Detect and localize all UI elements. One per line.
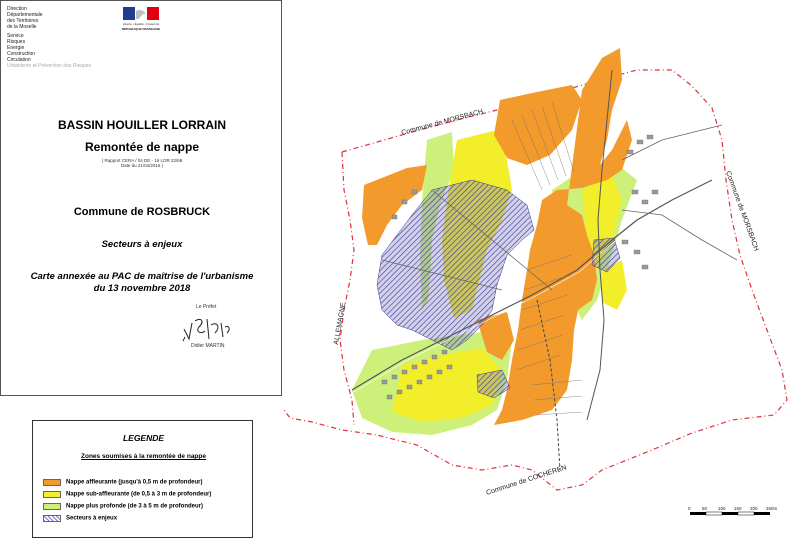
republique-francaise-logo [119,6,163,32]
legend-subtitle: Zones soumises à la remontée de nappe [81,453,206,460]
admin-line: des Territoires [7,18,39,24]
label-commune-morsbach-east: Commune de MORSBACH [724,170,760,253]
label-commune-morsbach-north: Commune de MORSBACH [400,108,485,137]
service-line: Circulation [7,57,31,63]
scale-tick: 100 [718,506,726,511]
service-line: Construction [7,51,36,57]
administration-block [7,6,91,69]
signature-name: Didier MARTIN [191,343,225,349]
legend-item-enjeux [43,515,117,524]
admin-line: de la Moselle [7,24,37,30]
annex-line: Carte annexée au PAC de maîtrise de l'urbanisme [30,271,254,282]
report-reference [1,158,283,168]
annex-title [1,271,283,295]
legend-label: Nappe sub-affleurante (de 0,5 à 3 m de profondeur) [66,491,212,498]
unit-line: Urbanisme et Prévention des Risques [7,63,91,69]
annex-line: du 13 novembre 2018 [93,283,191,294]
report-reference-line: ( Rapport CERA / 04 DE - 16 LOR 22/68 [101,158,183,163]
service-line: Risques [7,39,26,45]
legend-item-affleurante [43,479,202,488]
stakes-title: Secteurs à enjeux [101,239,183,250]
label-commune-cocheren: Commune de COCHEREN [485,464,568,497]
map-legend [32,420,253,538]
signature-scribble [181,309,241,347]
legend-item-profonde [43,503,203,512]
legend-title: LEGENDE [122,433,165,443]
legend-swatch-hatched [43,515,61,522]
commune-title: Commune de ROSBRUCK [73,206,211,218]
legend-label: Nappe plus profonde (de 3 à 5 m de profondeur) [66,503,204,510]
admin-line: Départementale [7,12,43,18]
scale-tick: 0 [688,506,691,511]
legend-swatch [43,491,61,498]
scale-tick: 200 [750,506,758,511]
scale-tick: 150 [734,506,742,511]
flood-risk-map [282,40,800,500]
scale-tick: 50 [702,506,708,511]
map-subtitle: Remontée de nappe [84,140,200,154]
legend-swatch [43,479,61,486]
map-main-title: BASSIN HOUILLER LORRAIN [58,118,226,132]
legend-item-sub-affleurante [43,491,211,500]
admin-line: Direction [7,6,27,12]
label-allemagne: ALLEMAGNE [333,301,348,346]
scale-tick: 250m [766,506,778,511]
logo-name: RÉPUBLIQUE FRANÇAISE [121,27,161,31]
logo-motto: Liberté • Égalité • Fraternité [122,22,160,26]
report-reference-line: Date du 21/04/2016 ) [120,163,164,168]
title-panel [0,0,282,396]
zone-nappe-affleurante [494,85,582,165]
service-line: Service [7,33,24,39]
signature-role: Le Préfet [196,304,217,310]
legend-swatch [43,503,61,510]
service-line: Energie [7,45,25,51]
legend-label: Nappe affleurante (jusqu'à 0,5 m de profondeur) [66,479,203,486]
legend-label: Secteurs à enjeux [66,515,118,522]
